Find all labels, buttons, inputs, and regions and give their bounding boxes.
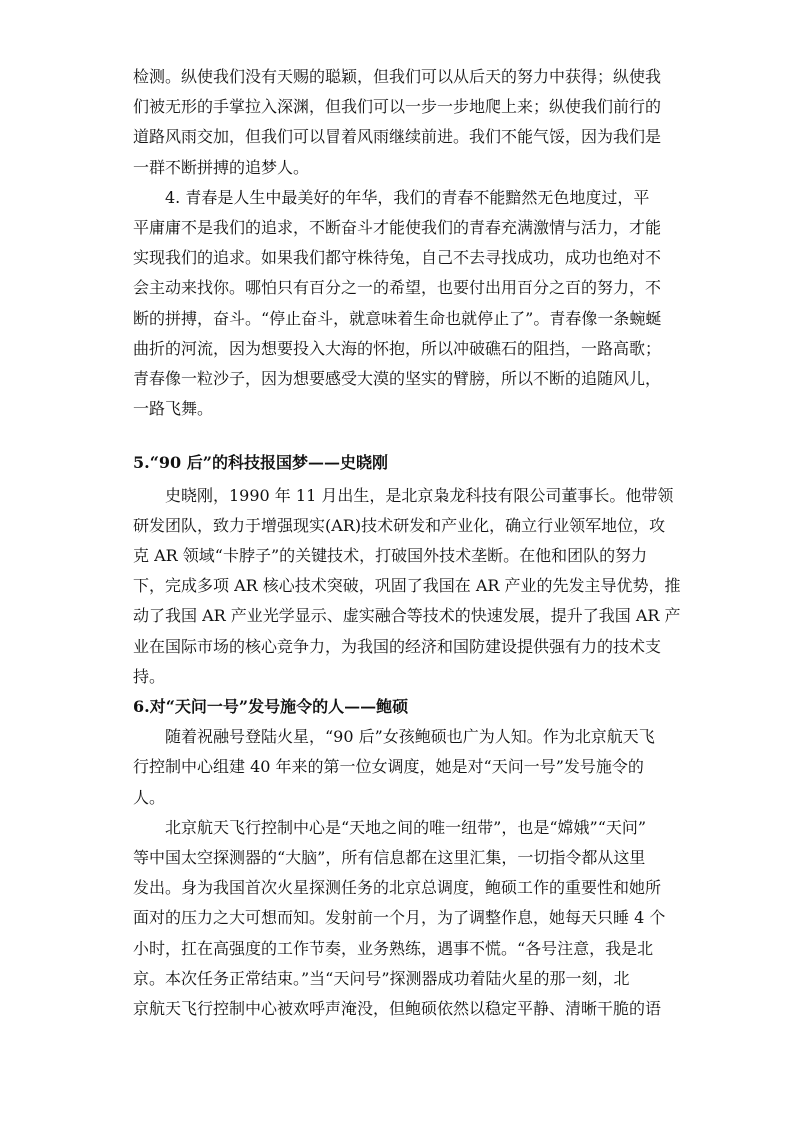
text-line: 人。 bbox=[133, 787, 166, 807]
text-line: 青春像一粒沙子，因为想要感受大漠的坚实的臂膀，所以不断的追随风儿， bbox=[133, 369, 662, 389]
paragraph-bao-shuo-detail bbox=[133, 813, 666, 1024]
text-line: 行控制中心组建 40 年来的第一位女调度，她是对“天问一号”发号施令的 bbox=[133, 757, 644, 777]
paragraph-bao-shuo-intro bbox=[133, 722, 663, 813]
text-line: 持。 bbox=[133, 666, 166, 686]
text-line: 发出。身为我国首次火星探测任务的北京总调度，鲍硕工作的重要性和她所 bbox=[133, 878, 662, 898]
section-heading-6: 6.对“天问一号”发号施令的人——鲍硕 bbox=[133, 697, 409, 717]
text-line: 等中国太空探测器的“大脑”，所有信息都在这里汇集，一切指令都从这里 bbox=[133, 848, 646, 868]
text-line: 曲折的河流，因为想要投入大海的怀抱，所以冲破礁石的阻挡，一路高歌； bbox=[133, 338, 662, 358]
text-line: 平庸庸不是我们的追求，不断奋斗才能使我们的青春充满激情与活力，才能 bbox=[133, 218, 662, 238]
text-line: 道路风雨交加，但我们可以冒着风雨继续前进。我们不能气馁，因为我们是 bbox=[133, 127, 662, 147]
text-line: 随着祝融号登陆火星，“90 后”女孩鲍硕也广为人知。作为北京航天飞 bbox=[165, 727, 655, 747]
text-line: 京航天飞行控制中心被欢呼声淹没，但鲍硕依然以稳定平静、清晰干脆的语 bbox=[133, 999, 662, 1019]
text-line: 北京航天飞行控制中心是“天地之间的唯一纽带”，也是“嫦娥”“天问” bbox=[165, 817, 647, 837]
text-line: 小时，扛在高强度的工作节奏，业务熟练，遇事不慌。“各号注意，我是北 bbox=[133, 938, 654, 958]
text-line: 克 AR 领域“卡脖子”的关键技术，打破国外技术垄断。在他和团队的努力 bbox=[133, 546, 648, 566]
section-heading-5: 5.“90 后”的科技报国梦——史晓刚 bbox=[133, 453, 388, 473]
text-line: 动了我国 AR 产业光学显示、虚实融合等技术的快速发展，提升了我国 AR 产 bbox=[133, 606, 681, 626]
text-line: 们被无形的手掌拉入深渊，但我们可以一步一步地爬上来；纵使我们前行的 bbox=[133, 97, 662, 117]
text-line: 面对的压力之大可想而知。发射前一个月，为了调整作息，她每天只睡 4 个 bbox=[133, 908, 666, 928]
text-line: 会主动来找你。哪怕只有百分之一的希望，也要付出用百分之百的努力，不 bbox=[133, 278, 662, 298]
text-line: 一群不断拼搏的追梦人。 bbox=[133, 157, 310, 177]
text-line: 一路飞舞。 bbox=[133, 399, 214, 419]
text-line: 实现我们的追求。如果我们都守株待兔，自己不去寻找成功，成功也绝对不 bbox=[133, 248, 662, 268]
paragraph-shi-xiaogang bbox=[133, 481, 681, 692]
document-page bbox=[133, 62, 681, 1024]
text-line: 史晓刚，1990 年 11 月出生，是北京枭龙科技有限公司董事长。他带领 bbox=[165, 485, 674, 505]
text-line: 下，完成多项 AR 核心技术突破，巩固了我国在 AR 产业的先发主导优势，推 bbox=[133, 576, 681, 596]
text-line: 4. 青春是人生中最美好的年华，我们的青春不能黯然无色地度过，平 bbox=[165, 187, 650, 207]
text-line: 研发团队，致力于增强现实(AR)技术研发和产业化，确立行业领军地位，攻 bbox=[133, 515, 666, 535]
text-line: 京。本次任务正常结束。”当“天问号”探测器成功着陆火星的那一刻，北 bbox=[133, 968, 630, 988]
text-line: 检测。纵使我们没有天赐的聪颖，但我们可以从后天的努力中获得；纵使我 bbox=[133, 67, 662, 86]
text-line: 断的拼搏，奋斗。“停止奋斗，就意味着生命也就停止了”。青春像一条蜿蜒 bbox=[133, 308, 662, 328]
section-gap bbox=[133, 424, 663, 440]
paragraph-item-4 bbox=[133, 183, 663, 425]
paragraph-continuation bbox=[133, 62, 663, 183]
text-line: 业在国际市场的核心竞争力，为我国的经济和国防建设提供强有力的技术支 bbox=[133, 636, 662, 656]
